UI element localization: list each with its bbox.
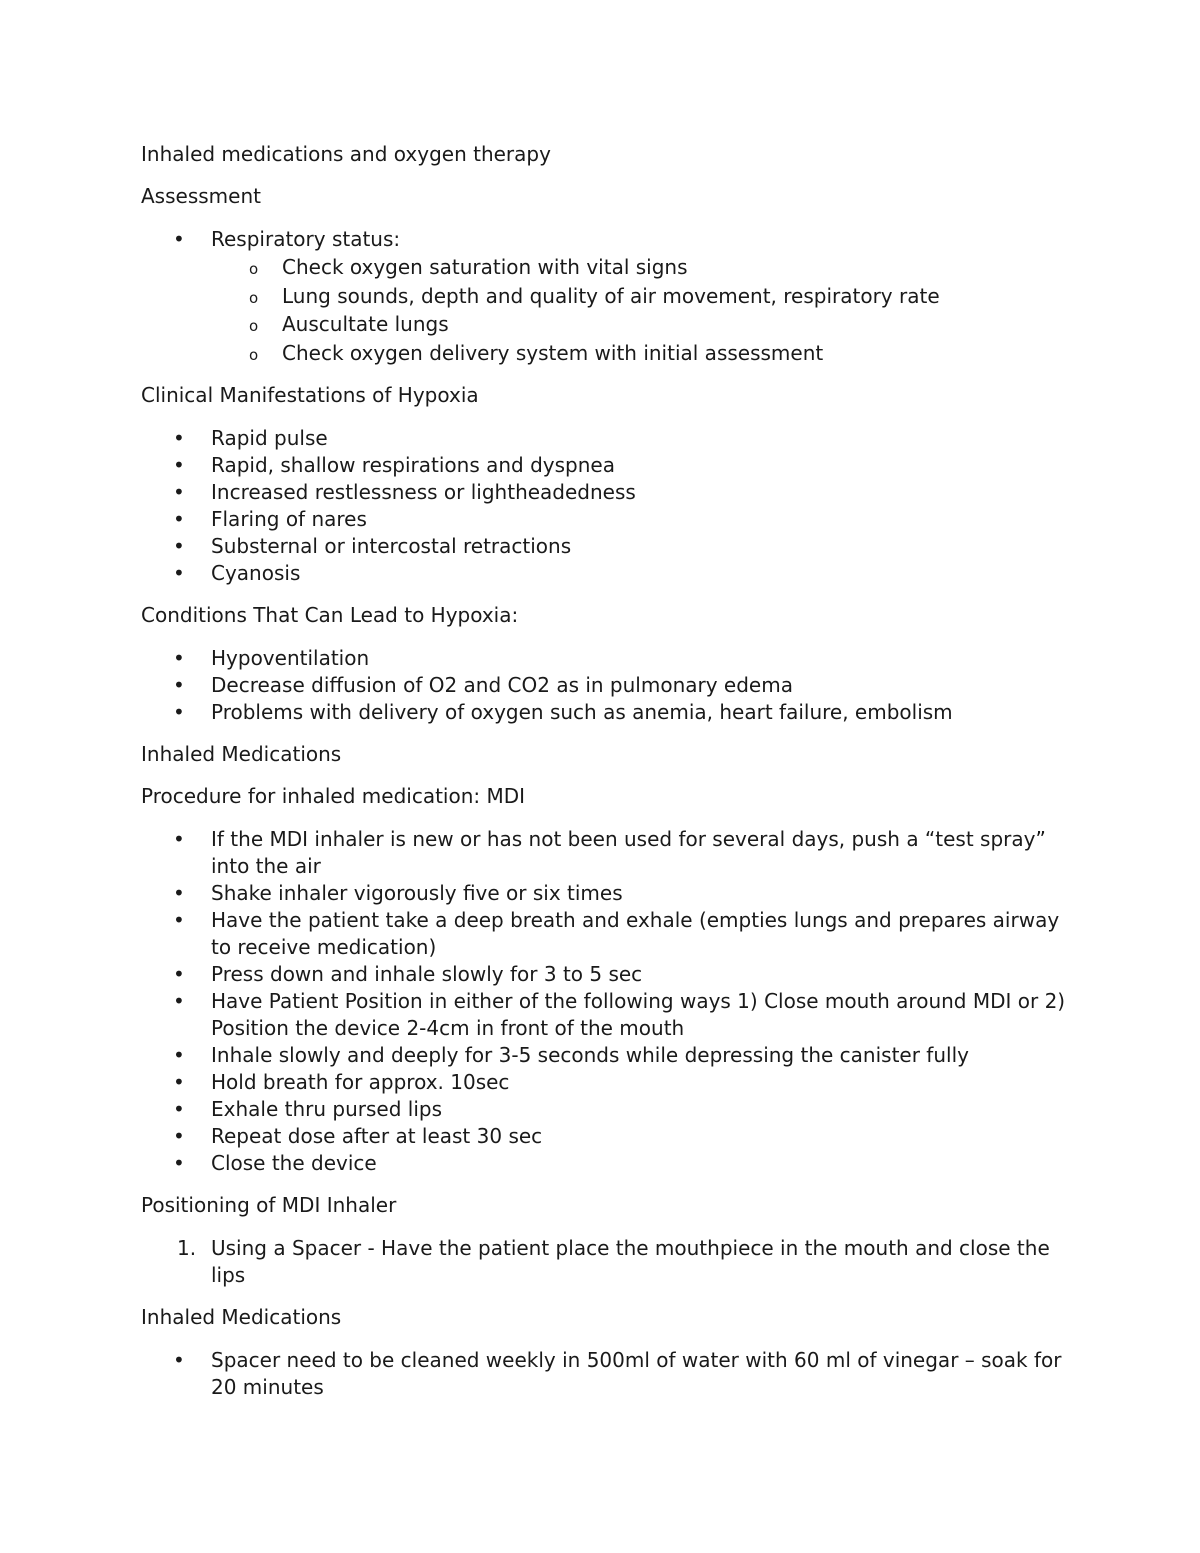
bullet-icon: • bbox=[173, 426, 185, 450]
assessment-sublist bbox=[211, 253, 1071, 367]
heading-procedure-mdi: Procedure for inhaled medication: MDI bbox=[141, 784, 526, 808]
sub-list-item bbox=[141, 253, 1071, 282]
list-item bbox=[141, 988, 1071, 1042]
list-item bbox=[141, 479, 1071, 506]
list-item bbox=[141, 699, 1071, 726]
list-item-text: Problems with delivery of oxygen such as anemia, heart failure, embolism bbox=[211, 700, 953, 724]
heading-inhaled-medications-2: Inhaled Medications bbox=[141, 1305, 342, 1329]
heading-positioning-mdi: Positioning of MDI Inhaler bbox=[141, 1193, 397, 1217]
sub-list-item-text: Check oxygen delivery system with initial assessment bbox=[282, 340, 824, 365]
bullet-icon: • bbox=[173, 646, 185, 670]
list-item bbox=[141, 226, 1071, 367]
list-item-text: Spacer need to be cleaned weekly in 500ml of water with 60 ml of vinegar – soak for 20 minutes bbox=[211, 1348, 1062, 1399]
bullet-icon: • bbox=[173, 507, 185, 531]
bullet-icon: • bbox=[173, 1124, 185, 1148]
circle-bullet-icon: o bbox=[249, 260, 259, 278]
list-item-text: Hold breath for approx. 10sec bbox=[211, 1070, 510, 1094]
document-title: Inhaled medications and oxygen therapy bbox=[141, 142, 551, 166]
bullet-icon: • bbox=[173, 1151, 185, 1175]
list-item-text: Increased restlessness or lightheadedness bbox=[211, 480, 636, 504]
list-item bbox=[141, 907, 1071, 961]
list-item-text: Close the device bbox=[211, 1151, 377, 1175]
list-item-text: Respiratory status: bbox=[211, 227, 401, 251]
sub-list-item bbox=[141, 310, 1071, 339]
sub-list-item bbox=[141, 282, 1071, 311]
list-item-text: Inhale slowly and deeply for 3-5 seconds while depressing the canister fully bbox=[211, 1043, 969, 1067]
bullet-icon: • bbox=[173, 534, 185, 558]
procedure-list bbox=[141, 826, 1071, 1177]
list-item bbox=[141, 961, 1071, 988]
spacer-cleaning-list bbox=[141, 1347, 1071, 1401]
bullet-icon: • bbox=[173, 561, 185, 585]
list-item bbox=[141, 1042, 1071, 1069]
heading-conditions: Conditions That Can Lead to Hypoxia: bbox=[141, 603, 519, 627]
bullet-icon: • bbox=[173, 1070, 185, 1094]
list-item bbox=[141, 826, 1071, 880]
list-item bbox=[141, 1347, 1071, 1401]
heading-clinical-manifestations: Clinical Manifestations of Hypoxia bbox=[141, 383, 479, 407]
list-item-text: Using a Spacer - Have the patient place the mouthpiece in the mouth and close the lips bbox=[211, 1236, 1050, 1287]
conditions-list bbox=[141, 645, 1071, 726]
list-item bbox=[141, 672, 1071, 699]
bullet-icon: • bbox=[173, 673, 185, 697]
bullet-icon: • bbox=[173, 881, 185, 905]
sub-list-item-text: Check oxygen saturation with vital signs bbox=[282, 255, 688, 279]
list-item-text: Substernal or intercostal retractions bbox=[211, 534, 572, 558]
bullet-icon: • bbox=[173, 1097, 185, 1121]
list-item-text: Press down and inhale slowly for 3 to 5 sec bbox=[211, 962, 643, 986]
sub-list-item bbox=[141, 339, 1071, 368]
bullet-icon: • bbox=[173, 1348, 185, 1372]
list-item bbox=[141, 506, 1071, 533]
bullet-icon: • bbox=[173, 700, 185, 724]
sub-list-item-text: Auscultate lungs bbox=[282, 312, 449, 336]
list-item bbox=[141, 533, 1071, 560]
list-item-text: If the MDI inhaler is new or has not been used for several days, push a “test spray” into the air bbox=[211, 827, 1046, 878]
list-item bbox=[141, 645, 1071, 672]
bullet-icon: • bbox=[173, 453, 185, 477]
sub-list-item-text: Lung sounds, depth and quality of air movement, respiratory rate bbox=[282, 283, 940, 308]
heading-assessment: Assessment bbox=[141, 184, 261, 208]
circle-bullet-icon: o bbox=[249, 288, 259, 307]
document-page bbox=[141, 141, 1071, 1401]
list-item-text: Rapid, shallow respirations and dyspnea bbox=[211, 453, 615, 477]
list-item-text: Shake inhaler vigorously five or six times bbox=[211, 881, 623, 905]
list-item-text: Exhale thru pursed lips bbox=[211, 1097, 442, 1121]
list-item bbox=[141, 1150, 1071, 1177]
list-item bbox=[141, 1123, 1071, 1150]
list-item-text: Cyanosis bbox=[211, 561, 301, 585]
list-item bbox=[141, 1235, 1071, 1289]
list-item bbox=[141, 425, 1071, 452]
bullet-icon: • bbox=[173, 908, 185, 932]
list-item bbox=[141, 880, 1071, 907]
bullet-icon: • bbox=[173, 989, 185, 1013]
bullet-icon: • bbox=[173, 227, 185, 251]
heading-inhaled-medications: Inhaled Medications bbox=[141, 742, 342, 766]
assessment-list bbox=[141, 226, 1071, 367]
bullet-icon: • bbox=[173, 827, 185, 851]
circle-bullet-icon: o bbox=[249, 345, 259, 364]
list-item bbox=[141, 560, 1071, 587]
list-item bbox=[141, 1069, 1071, 1096]
circle-bullet-icon: o bbox=[249, 317, 259, 335]
list-item-text: Hypoventilation bbox=[211, 646, 370, 670]
list-item bbox=[141, 1096, 1071, 1123]
list-item-text: Decrease diffusion of O2 and CO2 as in pulmonary edema bbox=[211, 673, 793, 697]
bullet-icon: • bbox=[173, 480, 185, 504]
bullet-icon: • bbox=[173, 1043, 185, 1067]
list-item-text: Rapid pulse bbox=[211, 426, 328, 450]
list-item-text: Have the patient take a deep breath and exhale (empties lungs and prepares airway to receive medication) bbox=[211, 908, 1060, 959]
manifestations-list bbox=[141, 425, 1071, 587]
list-item-text: Have Patient Position in either of the following ways 1) Close mouth around MDI or 2) Position the device 2-4cm in front of the mouth bbox=[211, 989, 1066, 1040]
list-item-text: Flaring of nares bbox=[211, 507, 367, 531]
list-item-text: Repeat dose after at least 30 sec bbox=[211, 1124, 543, 1148]
bullet-icon: • bbox=[173, 962, 185, 986]
list-number: 1. bbox=[177, 1236, 197, 1260]
list-item bbox=[141, 452, 1071, 479]
positioning-list bbox=[141, 1235, 1071, 1289]
